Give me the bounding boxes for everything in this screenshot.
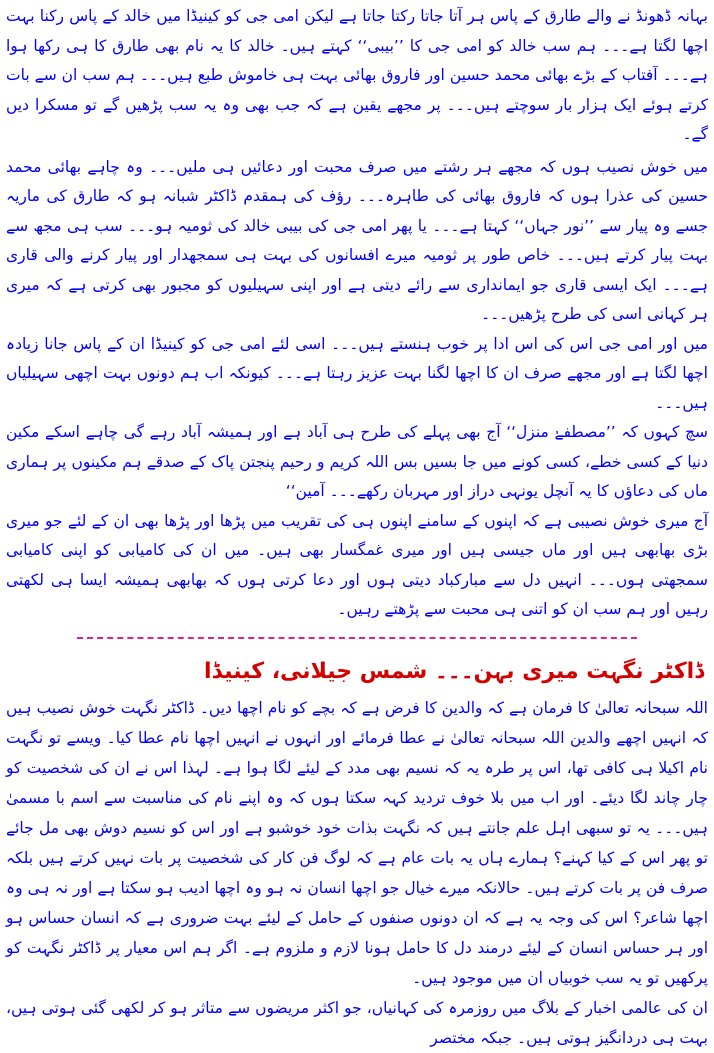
article2-paragraph-2: ان کی عالمی اخبار کے بلاگ میں روزمرہ کی کہانیاں، جو اکثر مریضوں سے متاثر ہو کر لکھی گئی ہوتی ہیں، بہت ہی دردانگیز ہوتی ہیں۔ جبکہ مختصر: [6, 998, 708, 1047]
section-divider: [77, 637, 637, 639]
article1-paragraph-4: سچ کہوں کہ ’’مصطفےٰ منزل‘‘ آج بھی پہلے کی طرح ہی آباد ہے اور ہمیشہ آباد رہے گی چاہے اسکے مکین دنیا کے کسی خطے، کسی کونے میں جا بسیں بس اللہ کریم و رحیم پنجتن پاک کے صدقے ہم مکینوں پر ہماری ماں کی دعاؤں کا یہ آنچل یونہی دراز اور مہربان رکھے۔۔۔ آمین‘‘: [6, 423, 708, 500]
article2-paragraph-1: اللہ سبحانہ تعالیٰ کا فرمان ہے کہ والدین کا فرض ہے کہ بچے کو نام اچھا دیں۔ ڈاکٹر نگہت خوش نصیب ہیں کہ انہیں اچھے والدین اللہ سبحانہ تعالیٰ نے عطا فرمائے اور انہوں نے انہیں اچھا نام عطا کیا۔ ویسے تو نگہت نام اکیلا ہی کافی تھا، اس پر طرہ یہ کہ نسیم بھی مدد کے لیئے لگا ہوا ہے۔ لہذا اس نے ان کی شخصیت کو چار چاند لگا دیئے۔ اور اب میں بلا خوف تردید کہہ سکتا ہوں کہ وہ اپنے نام کی مناسبت سے اسم با مسمیٰ ہیں۔۔۔ یہ تو سبھی اہل علم جانتے ہیں کہ نگہت بذات خود خوشبو ہے اور اس کو نسیم دوش بھی مل جائے تو پھر اس کے کیا کہنے؟ ہمارے ہاں یہ بات عام ہے کہ لوگ فن کار کی شخصیت پر بات نہیں کرتے ہیں بلکہ صرف فن پر بات کرتے ہیں۔ حالانکہ میرے خیال جو اچھا انسان نہ ہو وہ اچھا ادیب ہو سکتا ہے اور نہ ہی وہ اچھا شاعر؟ اس کی وجہ یہ ہے کہ ان دونوں صنفوں کے حامل کے لیئے بہت ضروری ہے کہ انسان حساس ہو اور ہر حساس انسان کے لیئے درمند دل کا حامل ہونا لازم و ملزوم ہے۔ اگر ہم اس معیار پر ڈاکٹر نگہت کو پرکھیں تو یہ سب خوبیاں ان میں موجود ہیں۔: [6, 698, 708, 987]
article1-paragraph-2: میں خوش نصیب ہوں کہ مجھے ہر رشتے میں صرف محبت اور دعائیں ہی ملیں۔۔۔ وہ چاہے بھائی محمد حسین کی عذرا ہوں کہ فاروق بھائی کی طاہرہ۔۔۔ رؤف کی ہمقدم ڈاکٹر شبانہ ہو کہ طارق کی ماریہ جسے وہ پیار سے ’’نور جہاں‘‘ کہتا ہے۔۔۔ یا پھر امی جی کی بیبی خالد کی ثومیہ ہو۔۔۔ سب ہی مجھ سے بہت پیار کرتے ہیں۔۔۔ خاص طور پر ثومیہ میرے افسانوں کی بہت ہی سمجھدار اور پیار کرنے والی قاری ہے۔۔۔ ایک ایسی قاری جو ایمانداری سے رائے دیتی ہے اور اپنی سہیلیوں کو مجبور بھی کرتی ہے کہ میری ہر کہانی اسی کی طرح پڑھیں۔۔۔: [6, 157, 708, 323]
article1-paragraph-1: بہانہ ڈھونڈ نے والے طارق کے پاس ہر آتا جاتا رکتا جاتا ہے لیکن امی جی کو کینیڈا میں خالد کے پاس رکنا بہت اچھا لگتا ہے۔۔۔ ہم سب خالد کو امی جی کا ’’بیبی‘‘ کہتے ہیں۔ خالد کا یہ نام بھی طارق کا ہی رکھا ہوا ہے۔۔۔ آفتاب کے بڑے بھائی محمد حسین اور فاروق بھائی بہت ہی خاموش طبع ہیں۔۔۔ ہم سب ان سے بات کرتے ہوئے ایک ہزار بار سوچتے ہیں۔۔۔ پر مجھے یقین ہے کہ جب بھی وہ یہ سب پڑھیں گے تو مسکرا دیں گے۔: [6, 7, 708, 143]
article1-paragraph-5: آج میری خوش نصیبی ہے کہ اپنوں کے سامنے اپنوں ہی کی تقریب میں پڑھا اور پڑھا بھی ان کے لئے جو میری بڑی بھابھی ہیں اور ماں جیسی ہیں اور میری غمگسار بھی ہیں۔ میں ان کی کامیابی کو اپنی کامیابی سمجھتی ہوں۔۔۔ انہیں دل سے مبارکباد دیتی ہوں اور دعا کرتی ہوں کہ بھابھی ہمیشہ ایسا ہی لکھتی رہیں اور ہم سب ان کو اتنی ہی محبت سے پڑھتے رہیں۔: [6, 511, 708, 618]
article1-paragraph-3: میں اور امی جی اس کی اس ادا پر خوب ہنستے ہیں۔۔۔ اسی لئے امی جی کو کینیڈا ان کے پاس جانا زیادہ اچھا لگتا ہے اور مجھے صرف ان کا اچھا لگنا بہت عزیز رہتا ہے۔۔۔ کیونکہ اب ہم دونوں بہت اچھی سہیلیاں ہیں۔۔۔: [6, 334, 708, 412]
article2-heading: ڈاکٹر نگہت میری بہن۔۔۔ شمس جیلانی، کینیڈا: [204, 658, 704, 684]
